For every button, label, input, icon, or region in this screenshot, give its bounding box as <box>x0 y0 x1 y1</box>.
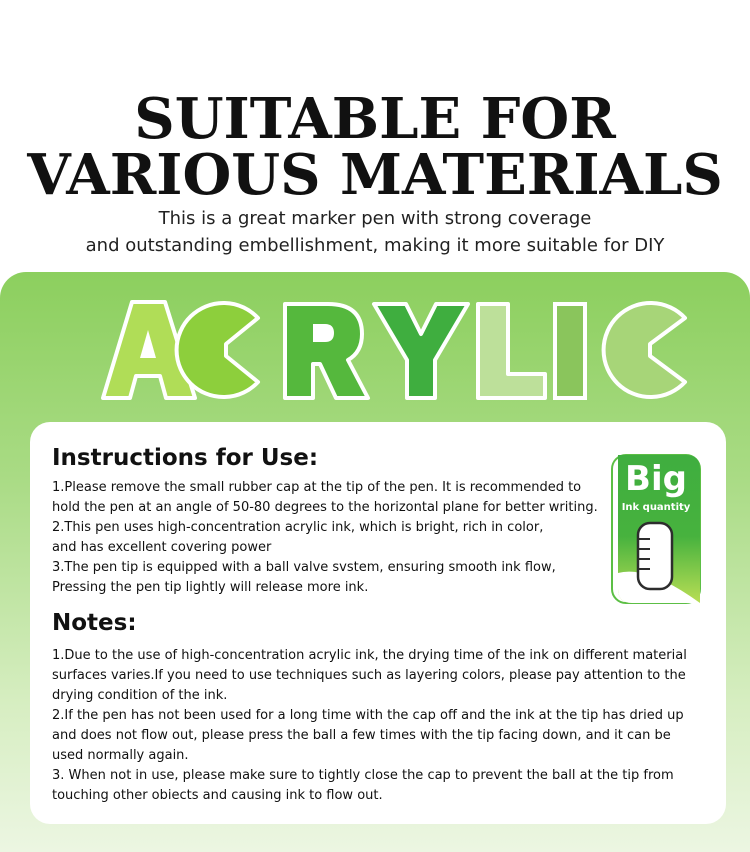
acrylic-word-art <box>0 280 750 410</box>
notes-line: 3. When not in use, please make sure to tightly close the cap to prevent the ball at the tip from <box>52 768 674 783</box>
page-title-line2: VARIOUS MATERIALS <box>27 142 723 208</box>
notes-line: drying condition of the ink. <box>52 688 228 703</box>
notes-line: and does not flow out, please press the ball a few times with the tip facing down, and it can be <box>52 728 671 743</box>
letter-l <box>478 304 545 398</box>
notes-line: 2.If the pen has not been used for a long time with the cap off and the ink at the tip has dried up <box>52 708 684 723</box>
subtitle-line2: and outstanding embellishment, making it more suitable for DIY <box>85 235 665 256</box>
letter-i <box>555 304 585 398</box>
instructions-line: 3.The pen tip is equipped with a ball valve svstem, ensuring smooth ink flow, <box>52 560 556 575</box>
instructions-line: 1.Please remove the small rubber cap at the tip of the pen. It is recommended to <box>52 480 582 495</box>
badge-big-text: Big <box>625 459 687 499</box>
instructions-heading: Instructions for Use: <box>52 445 319 471</box>
notes-heading: Notes: <box>52 610 137 636</box>
notes-line: 1.Due to the use of high-concentration acrylic ink, the drying time of the ink on different material <box>52 648 687 663</box>
notes-line: surfaces varies.If you need to use techniques such as layering colors, please pay attention to the <box>52 668 686 683</box>
instructions-line: 2.This pen uses high-concentration acrylic ink, which is bright, rich in color, <box>52 520 544 535</box>
instructions-line: Pressing the pen tip lightly will release more ink. <box>52 580 369 595</box>
page-title-line1: SUITABLE FOR <box>134 86 616 152</box>
letter-c2 <box>604 303 685 397</box>
ink-quantity-badge <box>608 453 704 609</box>
badge-ink-text: Ink quantity <box>621 502 691 513</box>
subtitle-line1: This is a great marker pen with strong coverage <box>158 208 592 229</box>
notes-line: touching other obiects and causing ink to flow out. <box>52 788 383 803</box>
instructions-line: hold the pen at an angle of 50-80 degrees to the horizontal plane for better writing. <box>52 500 598 515</box>
notes-text <box>52 646 687 806</box>
instructions-text <box>52 478 598 598</box>
letter-c <box>177 303 258 397</box>
instructions-card <box>30 422 726 824</box>
notes-line: used normally again. <box>52 748 189 763</box>
letter-y <box>374 304 468 398</box>
letter-r <box>285 304 368 398</box>
instructions-line: and has excellent covering power <box>52 540 272 555</box>
